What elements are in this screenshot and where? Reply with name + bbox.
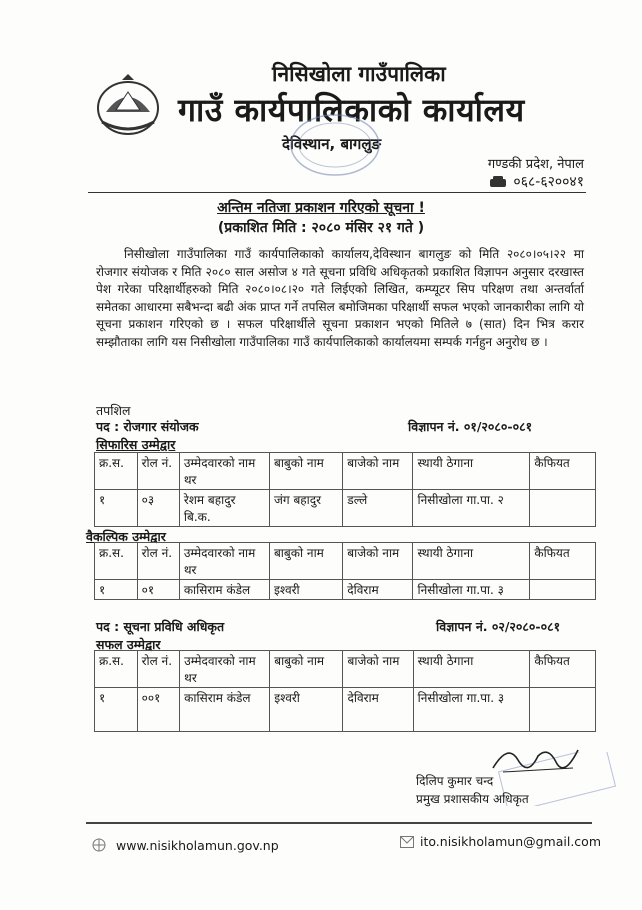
- success-table: [94, 650, 596, 732]
- notice-body: निसीखोला गाउँपालिका गाउँ कार्यपालिकाको कार्यालय,देविस्थान बागलुङ को मिति २०८०।०५।२२ मा रोजगार संयोजक र मिति २०८० साल असोज ४ गते सूचना प्रविधि अधिकृतको प्रकाशित विज्ञापन अनुसार दरखास्त पेश गरेका परिक्षार्थीहरुको मिति २०८०।०८।२० गते लिईएको लिखित, कम्प्यूटर सिप परिक्षण तथा अन्तर्वार्ता समेतका आधारमा सबैभन्दा बढी अंक प्राप्त गर्ने तपसिल बमोजिमका परिक्षार्थी सफल भएको जानकारीका लागि यो सूचना प्रकाशन गरिएको छ । सफल परिक्षार्थीले सूचना प्रकाशन भएको मितिले ७ (सात) दिन भित्र करार सम्झौताका लागि यस निसीखोला गाउँपालिका गाउँ कार्यपालिकाको कार्यालयमा सम्पर्क गर्नहुन अनुरोध छ ।: [96, 247, 584, 349]
- email-link[interactable]: ito.nisikholamun@gmail.com: [420, 834, 602, 849]
- published-date: (प्रकाशित मिति : २०८० मंसिर २१ गते ): [217, 220, 425, 236]
- office-name: गाउँ कार्यपालिकाको कार्यालय: [178, 91, 525, 129]
- header-name: उम्मेदवारको नाम थर: [179, 543, 269, 580]
- header-sn: क्र.स.: [95, 543, 138, 580]
- cell-father: इश्वरी: [270, 688, 343, 732]
- cell-name: रेशम बहादुर बि.क.: [179, 490, 269, 527]
- header-remarks: कैफियत: [530, 453, 596, 490]
- notice-title: अन्तिम नतिजा प्रकाशन गरिएको सूचना !: [217, 200, 425, 216]
- header-roll: रोल नं.: [137, 651, 180, 688]
- cell-sn: १: [95, 490, 138, 527]
- header-grandfather: बाजेको नाम: [343, 453, 413, 490]
- cell-father: इश्वरी: [269, 580, 342, 600]
- nepal-emblem-icon: [92, 72, 164, 140]
- cell-remarks: [530, 580, 596, 600]
- header-grandfather: बाजेको नाम: [343, 651, 413, 688]
- office-address: देविस्थान, बागलुङ: [282, 135, 382, 153]
- post1-ad-number: विज्ञापन नं. ०१/२०८०-०८१: [408, 419, 533, 434]
- cell-name: कासिराम कंडेल: [179, 580, 269, 600]
- post2-title: पद : सूचना प्रविधि अधिकृत: [96, 619, 225, 634]
- signatory-name: दिलिप कुमार चन्द: [416, 774, 494, 788]
- table-header-row: [95, 651, 596, 688]
- header-address: स्थायी ठेगाना: [413, 543, 530, 580]
- cell-sn: १: [95, 580, 138, 600]
- cell-address: निसीखोला गा.पा. ३: [413, 688, 530, 732]
- header-grandfather: बाजेको नाम: [343, 543, 413, 580]
- table-row: [95, 688, 596, 732]
- post1-title: पद : रोजगार संयोजक: [96, 419, 199, 434]
- header-name: उम्मेदवारको नाम थर: [180, 651, 270, 688]
- header-sn: क्र.स.: [95, 453, 138, 490]
- cell-address: निसीखोला गा.पा. २: [413, 490, 530, 527]
- phone-icon: [489, 176, 507, 188]
- cell-roll: ०१: [137, 580, 179, 600]
- header-roll: रोल नं.: [137, 453, 179, 490]
- cell-sn: १: [95, 688, 138, 732]
- website-link[interactable]: www.nisikholamun.gov.np: [116, 838, 279, 853]
- header-father: बाबुको नाम: [270, 651, 343, 688]
- header-remarks: कैफियत: [530, 651, 596, 688]
- table-header-row: [95, 543, 596, 580]
- tapsil-label: तपशिल: [96, 403, 131, 418]
- table-row: [95, 580, 596, 600]
- post1-recommended-label: सिफारिस उम्मेद्वार: [96, 437, 176, 452]
- alternate-table: [94, 542, 596, 600]
- post2-ad-number: विज्ञापन नं. ०२/२०८०-०८१: [436, 619, 561, 634]
- header-address: स्थायी ठेगाना: [413, 453, 530, 490]
- header-address: स्थायी ठेगाना: [413, 651, 530, 688]
- org-name: निसिखोला गाउँपालिका: [272, 62, 446, 86]
- cell-roll: ००१: [137, 688, 180, 732]
- cell-name: कासिराम कंडेल: [180, 688, 270, 732]
- mail-icon: [400, 836, 414, 848]
- cell-father: जंग बहादुर: [269, 490, 342, 527]
- header-roll: रोल नं.: [137, 543, 179, 580]
- header-father: बाबुको नाम: [269, 543, 342, 580]
- province: गण्डकी प्रदेश, नेपाल: [487, 157, 584, 172]
- web-icon: [90, 837, 108, 853]
- footer-divider: [86, 822, 592, 824]
- header-divider: [88, 192, 586, 193]
- table-row: [95, 490, 596, 527]
- table-header-row: [95, 453, 596, 490]
- cell-roll: ०३: [137, 490, 179, 527]
- cell-remarks: [530, 688, 596, 732]
- cell-grandfather: देविराम: [343, 580, 413, 600]
- office-stamp-icon: [275, 110, 395, 180]
- header-sn: क्र.स.: [95, 651, 138, 688]
- cell-grandfather: देविराम: [343, 688, 413, 732]
- header-name: उम्मेदवारको नाम थर: [179, 453, 269, 490]
- cell-grandfather: डल्ले: [343, 490, 413, 527]
- signatory-title: प्रमुख प्रशासकीय अधिकृत: [416, 792, 529, 806]
- post2-success-label: सफल उम्मेद्वार: [96, 637, 161, 652]
- header-father: बाबुको नाम: [269, 453, 342, 490]
- cell-remarks: [530, 490, 596, 527]
- post1-alternate-label: वैकल्पिक उम्मेद्वार: [86, 529, 166, 544]
- recommended-table: [94, 452, 596, 527]
- header-remarks: कैफियत: [530, 543, 596, 580]
- phone-row: [489, 172, 584, 191]
- cell-address: निसीखोला गा.पा. ३: [413, 580, 530, 600]
- phone-number: ०६८-६२००४१: [513, 174, 584, 190]
